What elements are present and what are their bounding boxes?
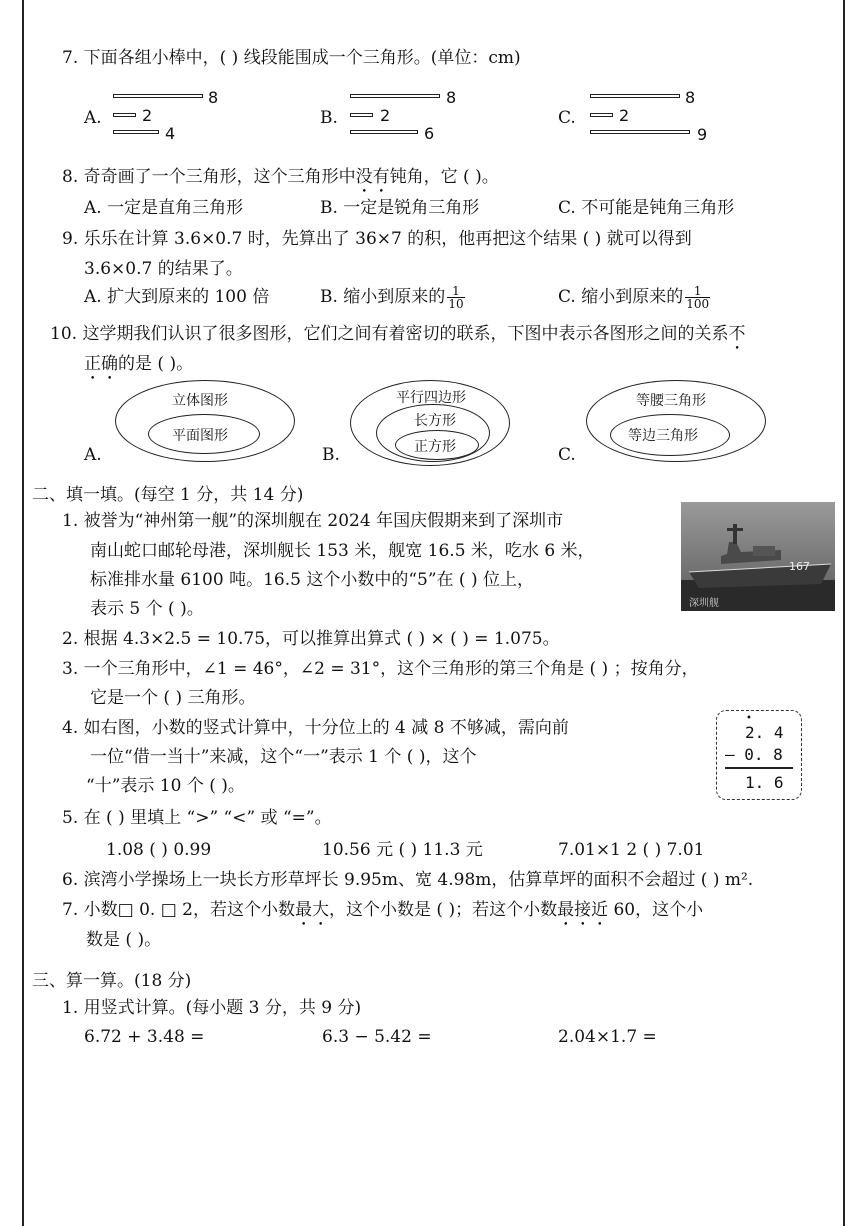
fraction-denominator: 10 [448,297,464,311]
stick [350,94,440,98]
q10-emphasis-1: 不 [728,324,746,344]
stick-length: 2 [619,106,630,125]
fill-7-line1 [62,898,703,930]
stick [350,130,418,134]
stick [590,94,680,98]
q9-option-a[interactable]: A. 扩大到原来的 100 倍 [84,287,270,307]
question-10-line1 [50,322,745,354]
borrow-dot: • [746,713,752,724]
question-9-line1: 9. 乐乐在计算 3.6×0.7 时，先算出了 36×7 的积，他再把这个结果 ( ) 就可以得到 [62,229,692,249]
question-10-line2 [84,352,193,384]
ship-photo [681,502,835,611]
stick [113,130,159,134]
section-2-title: 二、填一填。(每空 1 分，共 14 分) [32,485,304,505]
stick-length: 6 [424,124,435,143]
diagram-c-inner-label: 等边三角形 [628,428,698,444]
fill-6: 6. 滨湾小学操场上一块长方形草坪长 9.95m、宽 4.98m，估算草坪的面积不会超过 ( ) m². [62,870,754,890]
fill-7-emphasis-1: 最大 [295,900,329,920]
question-9-line2: 3.6×0.7 的结果了。 [84,259,243,279]
fill-1-line4: 表示 5 个 ( )。 [90,599,204,619]
calc-minuend: 2. 4 [745,723,784,742]
fill-7-emphasis-2: 最接近 [557,900,609,920]
stick-length: 8 [446,88,457,107]
stick [350,113,373,117]
fill-1-line2: 南山蛇口邮轮母港，深圳舰长 153 米，舰宽 16.5 米，吃水 6 米， [90,541,595,561]
diagram-b-middle-label: 长方形 [414,413,456,429]
fill-5-compare-3[interactable]: 7.01×1 2 ( ) 7.01 [558,840,705,860]
q8-option-b[interactable]: B. 一定是锐角三角形 [320,198,480,218]
fraction [685,285,710,310]
q8-text-a: 8. 奇奇画了一个三角形，这个三角形中 [62,167,356,187]
fill-1-line3: 标准排水量 6100 吨。16.5 这个小数中的“5”在 ( ) 位上， [90,570,534,590]
fill-7-line2: 数是 ( )。 [86,930,162,950]
fill-4-line3: “十”表示 10 个 ( )。 [86,776,245,796]
diagram-b-inner-label: 正方形 [414,439,456,455]
fill-7-text-b: ，这个小数是 ( )；若这个小数 [329,900,558,920]
diagram-c-outer-label: 等腰三角形 [636,393,706,409]
stick-length: 8 [685,88,696,107]
stick [113,113,136,117]
q10-text-a: 10. 这学期我们认识了很多图形，它们之间有着密切的联系，下图中表示各图形之间的关系 [50,324,729,344]
fill-5-line1: 5. 在 ( ) 里填上 “>” “<” 或 “=”。 [62,808,332,828]
calc-difference: 1. 6 [745,773,784,792]
fill-2: 2. 根据 4.3×2.5 = 10.75，可以推算出算式 ( ) × ( ) = 1.075。 [62,629,560,649]
calc-subtrahend: — 0. 8 [725,745,783,764]
section-3-title: 三、算一算。(18 分) [32,971,192,991]
fraction-denominator: 100 [686,297,710,311]
q10-option-b-label[interactable]: B. [322,445,340,465]
stick-length: 2 [142,106,153,125]
stick-length: 8 [208,88,219,107]
page-border-right [843,0,845,1226]
vertical-subtraction-box [716,710,802,800]
question-7-text: 7. 下面各组小棒中，( ) 线段能围成一个三角形。(单位：cm) [62,48,521,68]
diagram-a-outer-label: 立体图形 [172,393,228,409]
calc-result-line [725,767,793,769]
q9-option-b[interactable] [320,285,465,310]
page-border-left [22,0,24,1226]
stick-length: 4 [165,124,176,143]
q9-option-c-text: C. 缩小到原来的 [558,287,684,307]
q10-text-rest: 的是 ( )。 [118,354,194,374]
fraction-numerator: 1 [685,285,710,298]
stick-length: 9 [697,125,708,144]
calc-1-expression-b: 6.3 − 5.42 = [322,1027,432,1047]
fill-7-text-a: 7. 小数□ 0. □ 2，若这个小数 [62,900,295,920]
ship-caption: 深圳舰 [689,598,719,609]
stick [113,94,203,98]
q10-option-c-label[interactable]: C. [558,445,576,465]
q9-option-c[interactable] [558,285,710,310]
fill-7-text-c: 60，这个小 [608,900,704,920]
fill-4-line2: 一位“借一当十”来减，这个“一”表示 1 个 ( )，这个 [90,747,477,767]
ship-hull-number: 167 [789,560,810,573]
fraction-numerator: 1 [447,285,464,298]
question-8-text [62,165,499,197]
q10-option-a-label[interactable]: A. [84,445,102,465]
fill-5-compare-1[interactable]: 1.08 ( ) 0.99 [106,840,212,860]
fill-5-compare-2[interactable]: 10.56 元 ( ) 11.3 元 [322,840,483,860]
q9-option-b-text: B. 缩小到原来的 [320,287,446,307]
fill-4-line1: 4. 如右图，小数的竖式计算中，十分位上的 4 减 8 不够减，需向前 [62,718,569,738]
fill-3-line2: 它是一个 ( ) 三角形。 [90,688,256,708]
q7-option-c-label[interactable]: C. [558,108,576,128]
fill-1-line1: 1. 被誉为“神州第一舰”的深圳舰在 2024 年国庆假期来到了深圳市 [62,511,564,531]
fraction [447,285,464,310]
q7-option-a-label[interactable]: A. [84,108,102,128]
q8-option-a[interactable]: A. 一定是直角三角形 [84,198,244,218]
calc-1-expression-c: 2.04×1.7 = [558,1027,657,1047]
calc-1-expression-a: 6.72 + 3.48 = [84,1027,205,1047]
stick [590,113,613,117]
calc-1-title: 1. 用竖式计算。(每小题 3 分，共 9 分) [62,998,362,1018]
q8-emphasis: 没有 [355,167,390,187]
diagram-b-outer-label: 平行四边形 [396,390,466,406]
stick [590,130,690,134]
q7-option-b-label[interactable]: B. [320,108,338,128]
q10-emphasis-2: 正确 [84,354,118,374]
q8-option-c[interactable]: C. 不可能是钝角三角形 [558,198,735,218]
fill-3-line1: 3. 一个三角形中，∠1 = 46°，∠2 = 31°，这个三角形的第三个角是 ( ) ；按角分， [62,659,699,679]
stick-length: 2 [380,106,391,125]
q8-text-b: 钝角，它 ( )。 [389,167,499,187]
diagram-a-inner-label: 平面图形 [172,428,228,444]
